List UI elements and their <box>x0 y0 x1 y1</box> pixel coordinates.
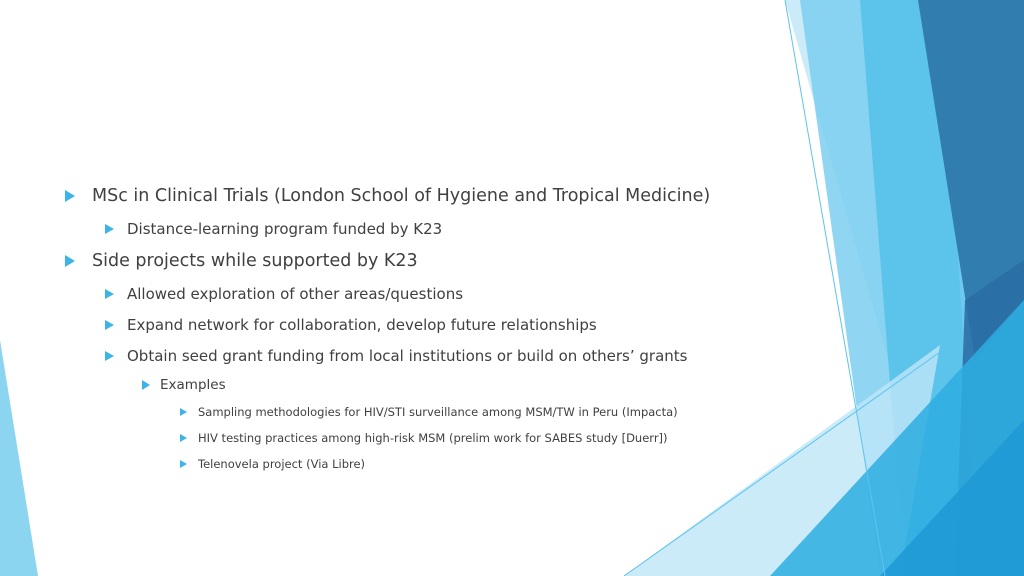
triangle-bullet-icon <box>105 289 114 299</box>
triangle-bullet-icon <box>105 351 114 361</box>
bullet-text: Expand network for collaboration, develop future relationships <box>127 316 597 334</box>
triangle-bullet-icon <box>105 320 114 330</box>
bullet-text: Obtain seed grant funding from local institutions or build on others’ grants <box>127 347 688 365</box>
bullet-item <box>105 220 442 238</box>
triangle-bullet-icon <box>180 434 187 442</box>
bullet-text: MSc in Clinical Trials (London School of Hygiene and Tropical Medicine) <box>92 186 711 206</box>
triangle-bullet-icon <box>180 408 187 416</box>
bullet-item <box>65 251 418 271</box>
triangle-bullet-icon <box>142 380 150 390</box>
bullet-text: HIV testing practices among high-risk MSM (prelim work for SABES study [Duerr]) <box>198 431 668 445</box>
bullet-item <box>142 377 226 393</box>
bullet-text: Sampling methodologies for HIV/STI surveillance among MSM/TW in Peru (Impacta) <box>198 405 678 419</box>
bullet-text: Telenovela project (Via Libre) <box>198 457 366 471</box>
triangle-bullet-icon <box>105 224 114 234</box>
bullet-text: Distance-learning program funded by K23 <box>127 220 443 238</box>
bullet-text: Allowed exploration of other areas/questions <box>127 285 464 303</box>
triangle-bullet-icon <box>65 190 75 202</box>
bullet-item <box>105 285 463 303</box>
triangle-bullet-icon <box>180 460 187 468</box>
bullet-item <box>105 316 597 334</box>
bullet-item <box>65 186 710 206</box>
bullet-text: Side projects while supported by K23 <box>92 251 418 271</box>
bullet-item <box>105 347 687 365</box>
bullet-item <box>180 457 365 471</box>
bullet-item <box>180 431 668 445</box>
bullet-text: Examples <box>160 377 226 393</box>
triangle-bullet-icon <box>65 255 75 267</box>
bullet-item <box>180 405 678 419</box>
